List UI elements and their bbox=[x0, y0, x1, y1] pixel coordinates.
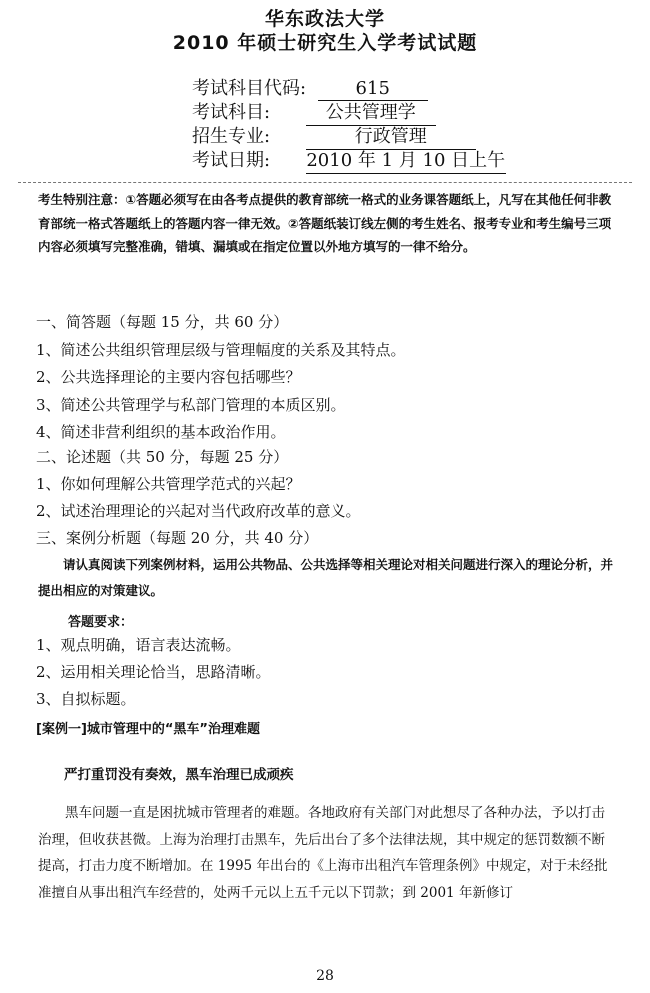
info-value: 行政管理 bbox=[306, 122, 476, 150]
requirement-item: 3、自拟标题。 bbox=[36, 690, 136, 708]
exam-title: 2010 年硕士研究生入学考试试题 bbox=[172, 32, 478, 54]
case-paragraph: 黑车问题一直是困扰城市管理者的难题。各地政府有关部门对此想尽了各种办法，予以打击治理，但收获甚微。上海为治理打击黑车，先后出台了多个法律法规，其中规定的惩罚数额不断提高，打击力度不断增加。在 1995 年出台的《上海市出租汽车管理条例》中规定，对于未经批准擅自从事出租汽车经营的，处两千元以上五千元以下罚款；到 2001 年新修订 bbox=[38, 805, 608, 901]
question-item: 1、简述公共组织管理层级与管理幅度的关系及其特点。 bbox=[36, 341, 406, 359]
section-title: 三、案例分析题（每题 20 分，共 40 分） bbox=[36, 529, 319, 547]
info-row-date bbox=[192, 146, 506, 174]
question-item: 1、你如何理解公共管理学范式的兴起？ bbox=[36, 475, 301, 493]
page-number: 28 bbox=[316, 968, 334, 984]
candidate-notice: 考生特别注意：①答题必须写在由各考点提供的教育部统一格式的业务课答题纸上，凡写在其他任何非教育部统一格式答题纸上的答题内容一律无效。②答题纸装订线左侧的考生姓名、报考专业和考生编号三项内容必须填写完整准确，错填、漏填或在指定位置以外地方填写的一律不给分。 bbox=[38, 192, 612, 254]
case-title: [案例一]城市管理中的“黑车”治理难题 bbox=[36, 722, 260, 737]
requirement-item: 1、观点明确，语言表达流畅。 bbox=[36, 636, 241, 654]
info-row-code bbox=[192, 74, 428, 101]
info-label: 考试科目代码: bbox=[192, 78, 307, 99]
section-title: 二、论述题（共 50 分，每题 25 分） bbox=[36, 448, 289, 466]
info-value: 2010 年 1 月 10 日上午 bbox=[306, 146, 506, 174]
info-label: 考试日期: bbox=[192, 150, 271, 171]
question-item: 4、简述非营利组织的基本政治作用。 bbox=[36, 423, 286, 441]
question-item: 2、公共选择理论的主要内容包括哪些？ bbox=[36, 368, 301, 386]
question-item: 2、试述治理理论的兴起对当代政府改革的意义。 bbox=[36, 502, 361, 520]
case-subtitle: 严打重罚没有奏效，黑车治理已成顽疾 bbox=[64, 767, 294, 783]
case-instruction: 请认真阅读下列案例材料，运用公共物品、公共选择等相关理论对相关问题进行深入的理论分析，并提出相应的对策建议。 bbox=[38, 557, 614, 598]
university-name: 华东政法大学 bbox=[264, 8, 385, 30]
divider bbox=[18, 182, 632, 183]
section-title: 一、简答题（每题 15 分，共 60 分） bbox=[36, 313, 289, 331]
requirements-title: 答题要求： bbox=[68, 615, 134, 630]
info-value: 615 bbox=[318, 78, 428, 101]
requirement-item: 2、运用相关理论恰当，思路清晰。 bbox=[36, 663, 271, 681]
info-label: 招生专业: bbox=[192, 126, 271, 147]
question-item: 3、简述公共管理学与私部门管理的本质区别。 bbox=[36, 396, 346, 414]
info-label: 考试科目: bbox=[192, 102, 271, 123]
info-value: 公共管理学 bbox=[306, 98, 436, 126]
